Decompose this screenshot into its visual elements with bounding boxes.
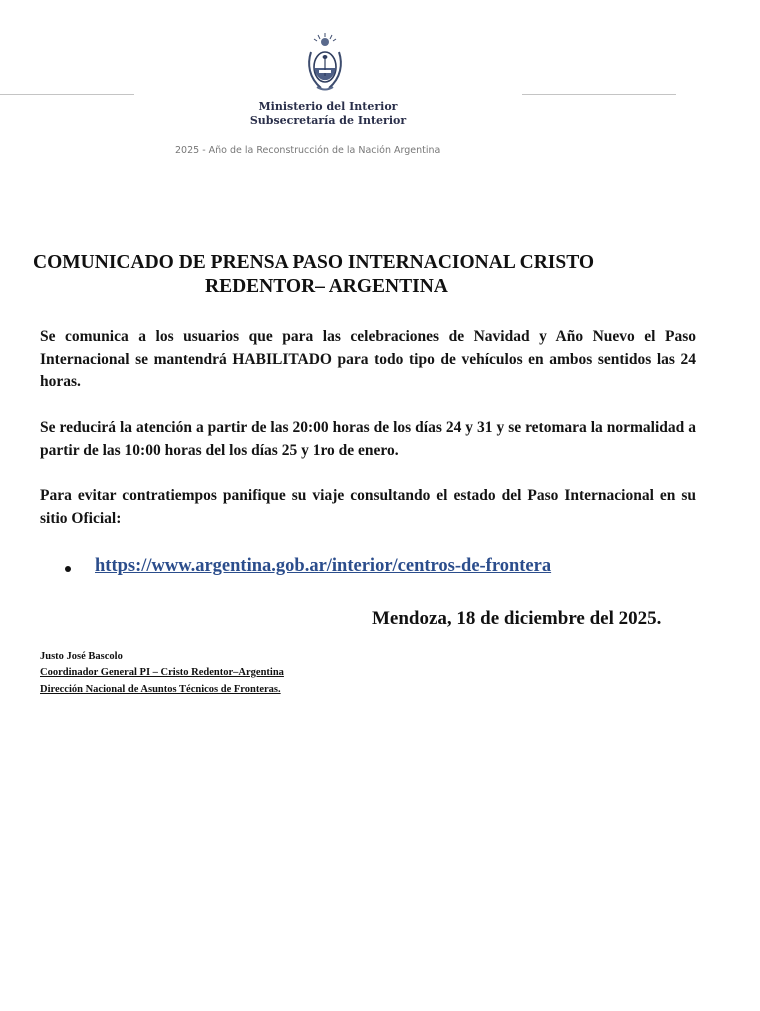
header-divider-left	[0, 94, 134, 95]
signatory-role: Coordinador General PI – Cristo Redentor–Argentina	[40, 667, 284, 678]
ministry-name: Ministerio del Interior	[258, 100, 398, 113]
subsecretary-name: Subsecretaría de Interior	[249, 114, 407, 127]
paragraph-schedule: Se comunica a los usuarios que para las celebraciones de Navidad y Año Nuevo el Paso Internacional se mantendrá HABILITADO para todo tipo de vehículos en ambos sentidos las 24 horas.	[40, 328, 696, 390]
paragraph-plan-trip: Para evitar contratiempos panifique su viaje consultando el estado del Paso Internacional en su sitio Oficial:	[40, 487, 696, 527]
signatory-name: Justo José Bascolo	[40, 651, 123, 662]
document-title-line1: COMUNICADO DE PRENSA PASO INTERNACIONAL CRISTO	[33, 252, 595, 273]
dateline: Mendoza, 18 de diciembre del 2025.	[372, 608, 662, 629]
paragraph-reduced-hours: Se reducirá la atención a partir de las 20:00 horas de los días 24 y 31 y se retomara la normalidad a partir de las 10:00 horas del los días 25 y 1ro de enero.	[40, 419, 696, 459]
argentina-coat-of-arms-icon	[305, 32, 345, 94]
signatory-department: Dirección Nacional de Asuntos Técnicos de Fronteras.	[40, 684, 281, 695]
official-site-link[interactable]: https://www.argentina.gob.ar/interior/centros-de-frontera	[95, 556, 552, 576]
header-divider-right	[522, 94, 676, 95]
year-motto: 2025 - Año de la Reconstrucción de la Nación Argentina	[175, 145, 441, 156]
bullet-icon	[65, 566, 71, 572]
document-title-line2: REDENTOR– ARGENTINA	[205, 276, 448, 297]
